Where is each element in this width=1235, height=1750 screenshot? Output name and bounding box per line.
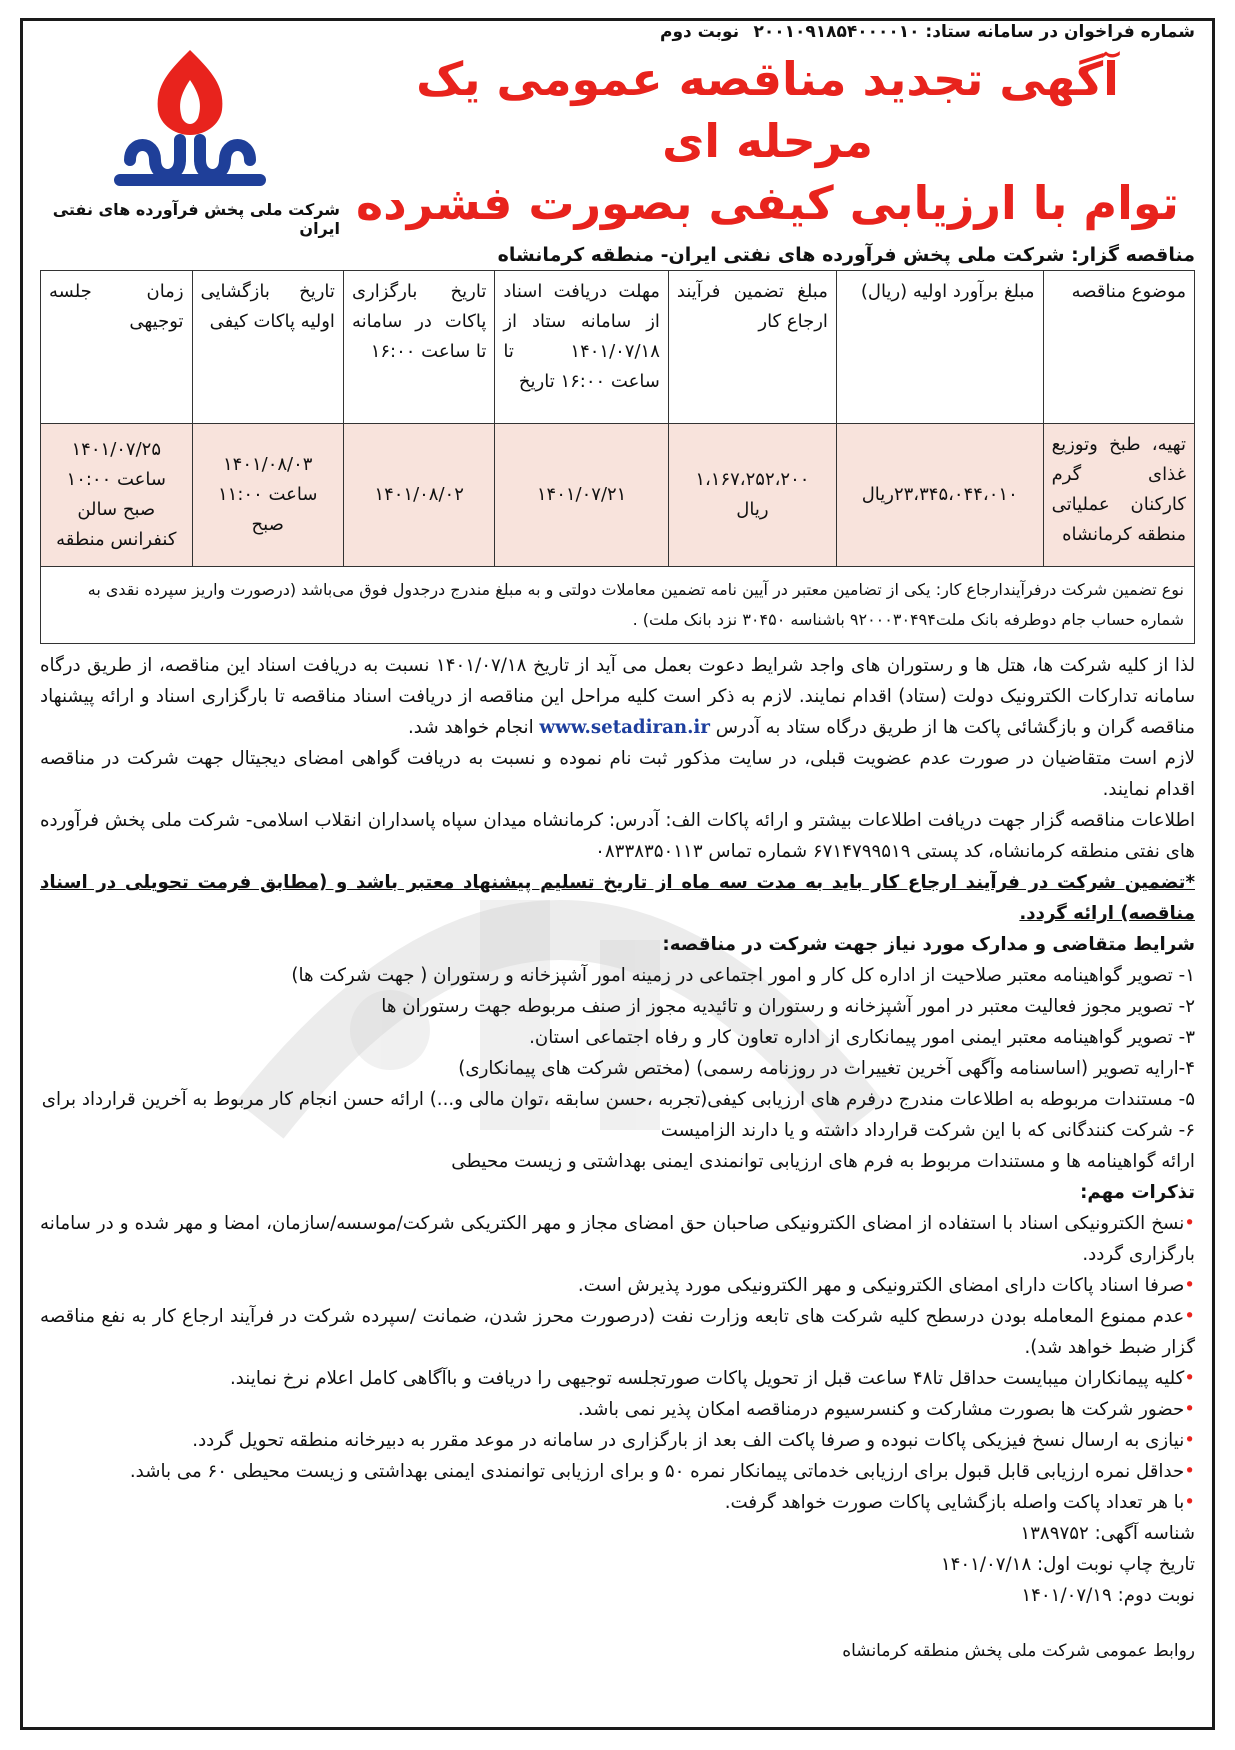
note-text: حضور شرکت ها بصورت مشارکت و کنسرسیوم درمناقصه امکان پذیر نمی باشد. bbox=[577, 1399, 1185, 1420]
intro-text-end: انجام خواهد شد. bbox=[408, 717, 534, 738]
table-cell: ۲۳،۳۴۵،۰۴۴،۰۱۰ریال bbox=[836, 424, 1043, 567]
bullet-icon: • bbox=[1184, 1213, 1195, 1234]
note-text: حداقل نمره ارزیابی قابل قبول برای ارزیابی خدماتی پیمانکار نمره ۵۰ و برای ارزیابی توانمندی ایمنی بهداشتی و زیست محیطی ۶۰ می باشد. bbox=[129, 1461, 1185, 1482]
note-text: نیازی به ارسال نسخ فیزیکی پاکات نبوده و صرفا پاکت الف بعد از بارگزاری در سامانه در موعد مقرر به دبیرخانه منطقه تحویل گردد. bbox=[192, 1430, 1185, 1451]
note-text: صرفا اسناد پاکات دارای امضای الکترونیکی و مهر الکترونیکی مورد پذیرش است. bbox=[577, 1275, 1185, 1296]
table-header-cell: تاریخ بارگزاری پاکات در سامانه تا ساعت ۱۶:۰۰ bbox=[343, 271, 494, 424]
table-cell: ۱،۱۶۷،۲۵۲،۲۰۰ ریال bbox=[668, 424, 836, 567]
requirement-item: ارائه گواهینامه ها و مستندات مربوط به فرم های ارزیابی توانمندی ایمنی بهداشتی و زیست محیطی bbox=[451, 1151, 1195, 1172]
notes-title: تذکرات مهم: bbox=[1080, 1182, 1195, 1203]
bullet-icon: • bbox=[1184, 1399, 1195, 1420]
table-header-cell: مبلغ تضمین فرآیند ارجاع کار bbox=[668, 271, 836, 424]
table-header-cell: مهلت دریافت اسناد از سامانه ستاد از ۱۴۰۱/۰۷/۱۸ تا ساعت ۱۶:۰۰ تاریخ bbox=[495, 271, 669, 424]
intro-text: لذا از کلیه شرکت ها، هتل ها و رستوران های واجد شرایط دعوت بعمل می آید از تاریخ ۱۴۰۱/۰۷/۱۸ نسبت به دریافت اسناد این مناقصه، از طریق درگاه سامانه تدارکات الکترونیک دولت (ستاد) اقدام نمایند. لازم به ذکر است کلیه مراحل این مناقصه از دریافت اسناد مناقصه تا بارگزاری اسناد و ارائه پیشنهاد مناقصه گران و بازگشائی پاکت ها از طریق درگاه ستاد به آدرس bbox=[40, 655, 1195, 738]
bullet-icon: • bbox=[1184, 1492, 1195, 1513]
logo-caption: شرکت ملی پخش فرآورده های نفتی ایران bbox=[52, 200, 340, 238]
requirement-item: ۱- تصویر گواهینامه معتبر صلاحیت از اداره کل کار و امور اجتماعی در زمینه امور آشپزخانه و رستوران ( جهت شرکت ها) bbox=[291, 965, 1195, 986]
note-item bbox=[40, 1394, 1195, 1425]
requirement-item: ۲- تصویر مجوز فعالیت معتبر در امور آشپزخانه و رستوران و تائیدیه مجوز از صنف مربوطه جهت رستوران ها bbox=[381, 996, 1195, 1017]
note-text: با هر تعداد پاکت واصله بازگشایی پاکات صورت خواهد گرفت. bbox=[724, 1492, 1185, 1513]
tender-table bbox=[40, 270, 1195, 567]
turn-label: نوبت دوم bbox=[660, 22, 740, 42]
guarantee-note: نوع تضمین شرکت درفرآیندارجاع کار: یکی از تضامین معتبر در آیین نامه تضمین معاملات دولتی و به مبلغ مندرج درجدول فوق می‌باشد (درصورت واریز سپرده نقدی به شماره حساب جام دوطرفه بانک ملت۹۲۰۰۰۳۰۴۹۴ باشناسه ۳۰۴۵۰ نزد بانک ملت) . bbox=[40, 567, 1195, 644]
note-item bbox=[40, 1456, 1195, 1487]
note-item bbox=[40, 1270, 1195, 1301]
note-item bbox=[40, 1425, 1195, 1456]
table-cell: ۱۴۰۱/۰۷/۲۱ bbox=[495, 424, 669, 567]
bullet-icon: • bbox=[1184, 1461, 1195, 1482]
table-cell: ۱۴۰۱/۰۸/۰۳ ساعت ۱۱:۰۰ صبح bbox=[192, 424, 343, 567]
header bbox=[40, 52, 1195, 238]
requirement-item: ۶- شرکت کنندگانی که با این شرکت قرارداد داشته و یا دارند الزامیست bbox=[660, 1120, 1195, 1141]
bullet-icon: • bbox=[1184, 1430, 1195, 1451]
flame-logo-icon bbox=[100, 40, 280, 200]
note-text: کلیه پیمانکاران میبایست حداقل تا۴۸ ساعت قبل از تحویل پاکات صورتجلسه توجیهی را دریافت و باآگاهی کامل اعلام نرخ نمایند. bbox=[229, 1368, 1185, 1389]
requirements-title: شرایط متقاضی و مدارک مورد نیاز جهت شرکت در مناقصه: bbox=[662, 934, 1195, 955]
ad-id: شناسه آگهی: ۱۳۸۹۷۵۲ bbox=[1020, 1523, 1195, 1544]
first-print-date: تاریخ چاپ نوبت اول: ۱۴۰۱/۰۷/۱۸ bbox=[940, 1554, 1195, 1575]
requirement-item: ۴-ارایه تصویر (اساسنامه وآگهی آخرین تغییرات در روزنامه رسمی) (مختص شرکت های پیمانکاری) bbox=[458, 1058, 1195, 1079]
note-item bbox=[40, 1363, 1195, 1394]
bullet-icon: • bbox=[1184, 1306, 1195, 1327]
note-text: نسخ الکترونیکی اسناد با استفاده از امضای الکترونیکی صاحبان حق امضای مجاز و مهر الکتریکی شرکت/موسسه/سازمان، امضا و مهر شده و در سامانه بارگزاری گردد. bbox=[40, 1213, 1195, 1265]
table-row bbox=[41, 424, 1195, 567]
table-header-cell: تاریخ بازگشایی اولیه پاکات کیفی bbox=[192, 271, 343, 424]
requirement-item: ۳- تصویر گواهینامه معتبر ایمنی امور پیمانکاری از اداره تعاون کار و رفاه اجتماعی استان. bbox=[529, 1027, 1195, 1048]
ad-body bbox=[40, 650, 1195, 1611]
table-cell: تهیه، طبخ وتوزیع غذای گرم کارکنان عملیاتی منطقه کرمانشاه bbox=[1043, 424, 1194, 567]
table-header-cell: مبلغ برآورد اولیه (ریال) bbox=[836, 271, 1043, 424]
signature-note: لازم است متقاضیان در صورت عدم عضویت قبلی، در سایت مذکور ثبت نام نموده و نسبت به دریافت گواهی امضای دیجیتال جهت شرکت در مناقصه اقدام نمایند. bbox=[40, 748, 1195, 800]
company-logo bbox=[40, 40, 340, 238]
table-cell: ۱۴۰۱/۰۷/۲۵ ساعت ۱۰:۰۰ صبح سالن کنفرانس منطقه bbox=[41, 424, 193, 567]
website-link[interactable]: www.setadiran.ir bbox=[539, 717, 710, 738]
tenderer: مناقصه گزار: شرکت ملی پخش فرآورده های نفتی ایران- منطقه کرمانشاه bbox=[497, 244, 1195, 266]
address-paragraph: اطلاعات مناقصه گزار جهت دریافت اطلاعات بیشتر و ارائه پاکات الف: آدرس: کرمانشاه میدان سپاه پاسداران انقلاب اسلامی- شرکت ملی پخش فرآورده های نفتی منطقه کرمانشاه، کد پستی ۶۷۱۴۷۹۹۵۱۹ شماره تماس ۰۸۳۳۸۳۵۰۱۱۳ bbox=[40, 810, 1195, 862]
footer-signature: روابط عمومی شرکت ملی پخش منطقه کرمانشاه bbox=[842, 1641, 1195, 1661]
note-item bbox=[40, 1487, 1195, 1518]
bullet-icon: • bbox=[1184, 1275, 1195, 1296]
table-header-row bbox=[41, 271, 1195, 424]
call-number: شماره فراخوان در سامانه ستاد: ۲۰۰۱۰۹۱۸۵۴۰۰۰۰۱۰ bbox=[753, 22, 1195, 42]
note-item bbox=[40, 1301, 1195, 1363]
requirement-item: ۵- مستندات مربوطه به اطلاعات مندرج درفرم های ارزیابی کیفی(تجربه ،حسن سابقه ،توان مالی و...) ارائه حسن انجام کار مربوط به آخرین قرارداد برای bbox=[41, 1089, 1195, 1110]
table-cell: ۱۴۰۱/۰۸/۰۲ bbox=[343, 424, 494, 567]
table-header-cell: موضوع مناقصه bbox=[1043, 271, 1194, 424]
title-block bbox=[340, 52, 1195, 234]
bullet-icon: • bbox=[1184, 1368, 1195, 1389]
guarantee-validity: *تضمین شرکت در فرآیند ارجاع کار باید به مدت سه ماه از تاریخ تسلیم پیشنهاد معتبر باشد و (مطابق فرمت تحویلی در اسناد مناقصه) ارائه گردد. bbox=[40, 872, 1195, 924]
note-text: عدم ممنوع المعامله بودن درسطح کلیه شرکت های تابعه وزارت نفت (درصورت محرز شدن، ضمانت /سپرده شرکت در فرآیند ارجاع کار به نفع مناقصه گزار ضبط خواهد شد). bbox=[40, 1306, 1195, 1358]
note-item bbox=[40, 1208, 1195, 1270]
intro-paragraph bbox=[40, 650, 1195, 743]
table-header-cell: زمان جلسه توجیهی bbox=[41, 271, 193, 424]
ad-title-line2: توام با ارزیابی کیفی بصورت فشرده bbox=[356, 176, 1179, 230]
ad-title-line1: آگهی تجدید مناقصه عمومی یک مرحله ای bbox=[416, 52, 1119, 168]
second-print-date: نوبت دوم: ۱۴۰۱/۰۷/۱۹ bbox=[1021, 1585, 1195, 1606]
